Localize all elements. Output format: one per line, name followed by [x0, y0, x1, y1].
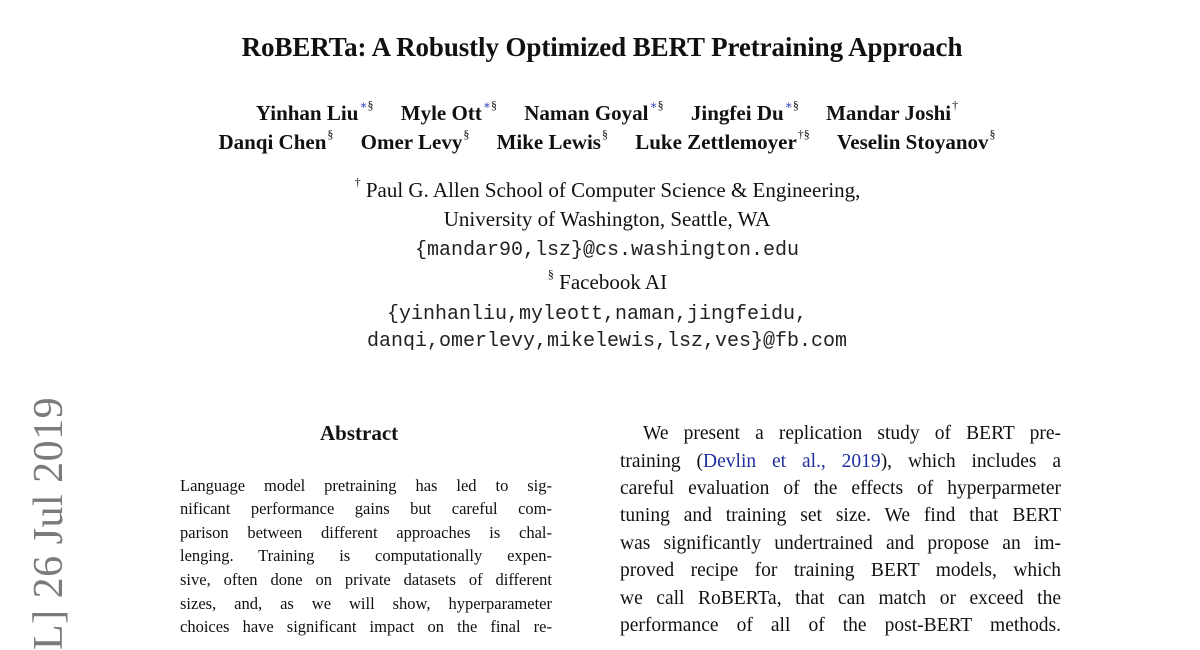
- author: Naman Goyal∗§: [524, 98, 664, 125]
- affiliation-facebook-email-2: danqi,omerlevy,mikelewis,lsz,ves}@fb.com: [366, 330, 848, 353]
- abstract-line: parison between different approaches is chal-: [180, 523, 552, 542]
- affiliation-mark: †: [354, 175, 361, 189]
- abstract-line: choices have significant impact on the final re-: [180, 617, 552, 636]
- body-line: we call RoBERTa, that can match or exceed the: [620, 588, 1061, 609]
- body-line: tuning and training set size. We find that BERT: [620, 505, 1061, 526]
- abstract-line: Language model pretraining has led to sig-: [180, 476, 552, 495]
- author: Veselin Stoyanov§: [837, 127, 996, 154]
- abstract-heading: Abstract: [320, 421, 399, 445]
- author: Mike Lewis§: [496, 127, 608, 154]
- abstract-line: sive, often done on private datasets of different: [180, 570, 552, 589]
- affiliation-uw-email: {mandar90,lsz}@cs.washington.edu: [414, 239, 800, 262]
- body-line: proved recipe for training BERT models, which: [620, 560, 1061, 581]
- author-list-row-2: [0, 127, 1200, 155]
- body-line: performance of all of the post-BERT methods.: [620, 615, 1061, 636]
- author: Mandar Joshi†: [826, 98, 959, 125]
- body-line: training (Devlin et al., 2019), which includes a: [620, 451, 1062, 472]
- citation-link[interactable]: Devlin et al., 2019: [703, 451, 881, 472]
- body-line: careful evaluation of the effects of hyperparmeter: [620, 478, 1061, 499]
- author: Danqi Chen§: [218, 127, 334, 154]
- author: Luke Zettlemoyer†§: [635, 127, 810, 154]
- arxiv-stamp: L] 26 Jul 2019: [26, 396, 72, 650]
- abstract-line: lenging. Training is computationally expen-: [180, 546, 552, 565]
- affiliation-uw-line-2: University of Washington, Seattle, WA: [443, 207, 771, 231]
- body-line: was significantly undertrained and propose an im-: [620, 533, 1061, 554]
- author: Jingfei Du∗§: [690, 98, 799, 125]
- abstract-line: nificant performance gains but careful com-: [180, 499, 552, 518]
- paper-title: RoBERTa: A Robustly Optimized BERT Pretraining Approach: [241, 32, 963, 62]
- affiliation-facebook: § Facebook AI: [547, 267, 668, 294]
- author: Yinhan Liu∗§: [255, 98, 374, 125]
- body-line: We present a replication study of BERT pre-: [643, 423, 1061, 444]
- author: Myle Ott∗§: [400, 98, 497, 125]
- author-list-row-1: [0, 98, 1200, 126]
- affiliation-mark: §: [547, 267, 554, 281]
- author: Omer Levy§: [360, 127, 470, 154]
- affiliation-uw-line-1: † Paul G. Allen School of Computer Science & Engineering,: [354, 175, 861, 202]
- abstract-line: sizes, and, as we will show, hyperparameter: [180, 594, 552, 613]
- affiliation-facebook-email-1: {yinhanliu,myleott,naman,jingfeidu,: [386, 303, 808, 326]
